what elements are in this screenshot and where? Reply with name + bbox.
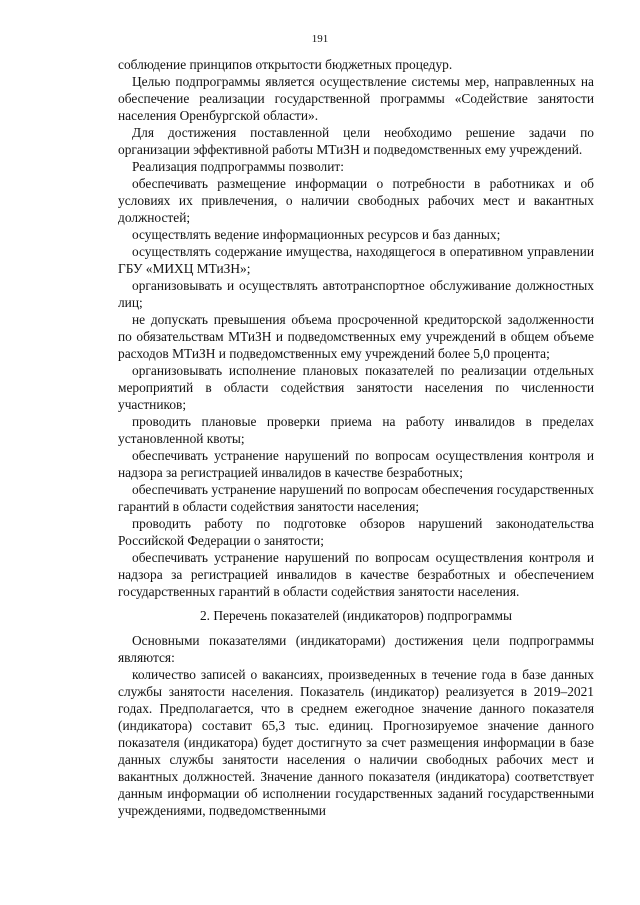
paragraph: обеспечивать размещение информации о потребности в работниках и об условиях их привлечения, о наличии свободных рабочих мест и вакантных должностей; — [118, 176, 594, 225]
paragraph: осуществлять содержание имущества, находящегося в оперативном управлении ГБУ «МИХЦ МТиЗН»; — [118, 244, 594, 276]
section-heading: 2. Перечень показателей (индикаторов) подпрограммы — [199, 608, 513, 623]
paragraph: обеспечивать устранение нарушений по вопросам осуществления контроля и надзора за регистрацией инвалидов в качестве безработных и обеспечением государственных гарантий в области содействия занятости населения. — [118, 550, 594, 599]
paragraph: количество записей о вакансиях, произведенных в течение года в базе данных службы занятости населения. Показатель (индикатор) реализуется в 2019–2021 годах. Предполагается, что в среднем ежегодное значение данного показателя (индикатора) составит 65,3 тыс. единиц. Прогнозируемое значение данного показателя (индикатора) будет достигнуто за счет размещения информации в базе данных службы занятости населения о наличии свободных рабочих мест и вакантных должностей. Значение данного показателя (индикатора) соответствует данным информации об исполнении государственных заданий государственными учреждениями, подведомственными — [118, 667, 594, 818]
paragraph: Для достижения поставленной цели необходимо решение задачи по организации эффективной работы МТиЗН и подведомственных ему учреждений. — [118, 125, 594, 157]
paragraph: не допускать превышения объема просроченной кредиторской задолженности по обязательствам МТиЗН и подведомственных ему учреждений в общем объеме расходов МТиЗН и подведомственных ему учреждений более 5,0 процента; — [118, 312, 594, 361]
paragraph: обеспечивать устранение нарушений по вопросам осуществления контроля и надзора за регистрацией инвалидов в качестве безработных; — [118, 448, 594, 480]
page-number: 191 — [311, 33, 329, 45]
paragraph: проводить работу по подготовке обзоров нарушений законодательства Российской Федерации о занятости; — [118, 516, 594, 548]
paragraph: обеспечивать устранение нарушений по вопросам обеспечения государственных гарантий в области содействия занятости населения; — [118, 482, 594, 514]
paragraph: проводить плановые проверки приема на работу инвалидов в пределах установленной квоты; — [118, 414, 594, 446]
paragraphs-top — [118, 56, 594, 600]
paragraph: осуществлять ведение информационных ресурсов и баз данных; — [132, 227, 501, 242]
paragraph: Основными показателями (индикаторами) достижения цели подпрограммы являются: — [118, 633, 594, 665]
paragraph: Реализация подпрограммы позволит: — [132, 159, 344, 174]
paragraph: соблюдение принципов открытости бюджетных процедур. — [118, 57, 453, 72]
document-body — [118, 56, 594, 819]
paragraph: Целью подпрограммы является осуществление системы мер, направленных на обеспечение реализации государственной программы «Содействие занятости населения Оренбургской области». — [118, 74, 594, 123]
paragraphs-bottom — [118, 632, 594, 819]
paragraph: организовывать исполнение плановых показателей по реализации отдельных мероприятий в области содействия занятости населения по численности участников; — [118, 363, 594, 412]
paragraph: организовывать и осуществлять автотранспортное обслуживание должностных лиц; — [118, 278, 594, 310]
